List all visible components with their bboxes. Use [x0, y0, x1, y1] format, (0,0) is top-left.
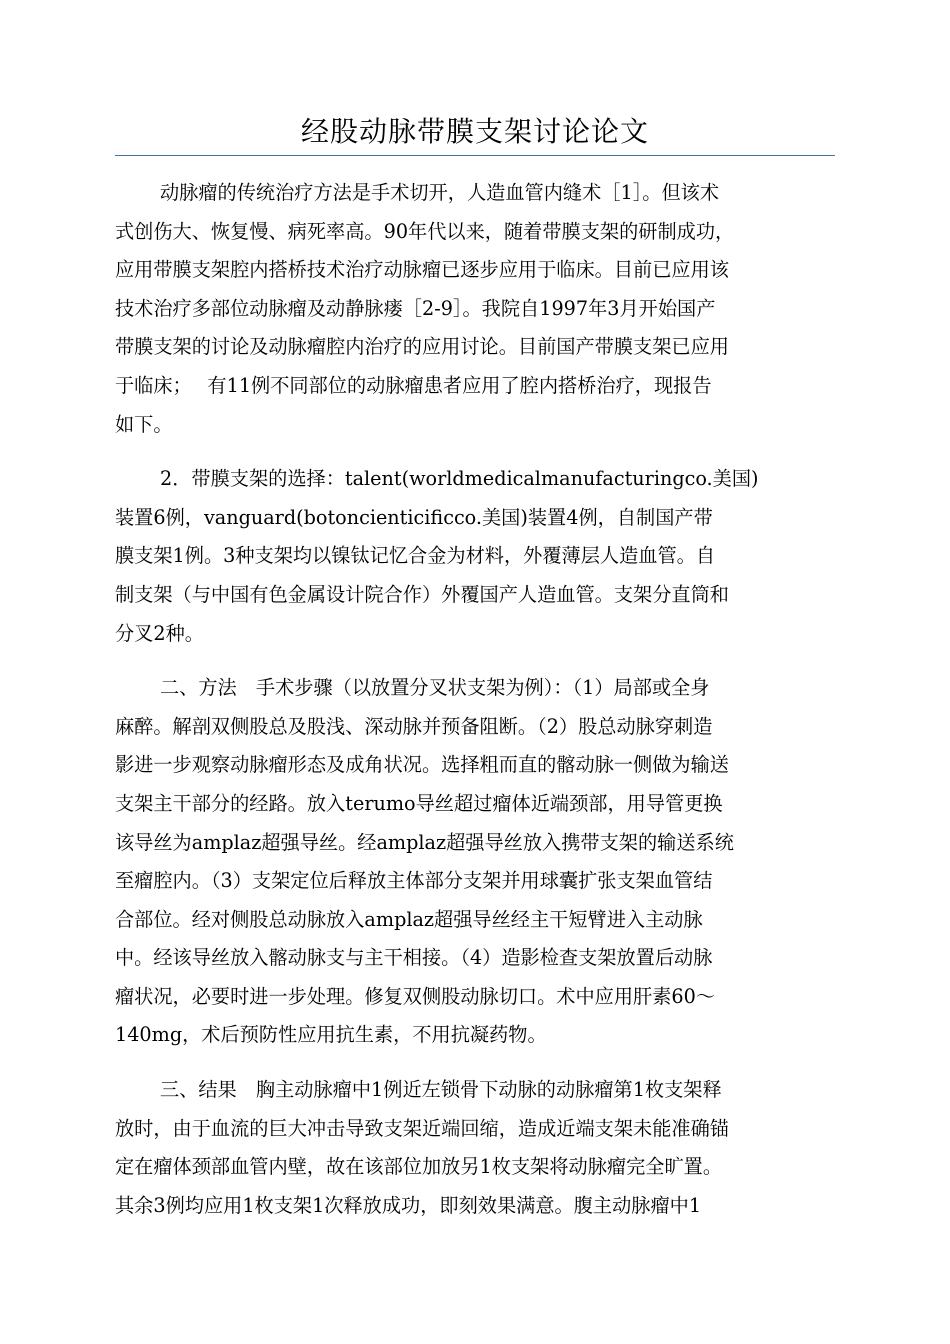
paragraph-line: 支架主干部分的经路。放入terumo导丝超过瘤体近端颈部，用导管更换 — [115, 791, 723, 815]
paragraph — [115, 669, 831, 1055]
paragraph-line: 二、方法 手术步骤（以放置分叉状支架为例）：（1）局部或全身 — [160, 676, 710, 700]
paragraph-line: 膜支架1例。3种支架均以镍钛记忆合金为材料，外覆薄层人造血管。自 — [115, 544, 716, 568]
paragraph-line: 三、结果 胸主动脉瘤中1例近左锁骨下动脉的动脉瘤第1枚支架释 — [160, 1078, 722, 1102]
paragraph-line: 于临床； 有11例不同部位的动脉瘤患者应用了腔内搭桥治疗，现报告 — [115, 373, 712, 397]
paragraph-line: 分叉2种。 — [115, 621, 204, 645]
document-title: 经股动脉带膜支架讨论论文 — [300, 115, 649, 148]
paragraph-line: 制支架（与中国有色金属设计院合作）外覆国产人造血管。支架分直筒和 — [115, 582, 729, 606]
paragraph-line: 动脉瘤的传统治疗方法是手术切开，人造血管内缝术［1］。但该术 — [160, 181, 720, 204]
document-body — [115, 174, 831, 1241]
paragraph — [115, 460, 831, 653]
paragraph-line: 瘤状况，必要时进一步处理。修复双侧股动脉切口。术中应用肝素60～ — [115, 984, 716, 1008]
paragraph-line: 应用带膜支架腔内搭桥技术治疗动脉瘤已逐步应用于临床。目前已应用该 — [115, 258, 729, 282]
paragraph-line: 合部位。经对侧股总动脉放入amplaz超强导丝经主干短臂进入主动脉 — [115, 907, 703, 931]
paragraph-list — [115, 174, 831, 1225]
paragraph-line: 麻醉。解剖双侧股总及股浅、深动脉并预备阻断。（2）股总动脉穿刺造 — [115, 714, 713, 738]
paragraph-line: 中。经该导丝放入髂动脉支与主干相接。（4）造影检查支架放置后动脉 — [115, 946, 713, 970]
paragraph-line: 其余3例均应用1枚支架1次释放成功，即刻效果满意。腹主动脉瘤中1 — [115, 1193, 702, 1217]
paragraph-line: 装置6例，vanguard(botoncienticificco.美国)装置4例，自制国产带 — [115, 505, 713, 529]
paragraph-line: 140mg，术后预防性应用抗生素，不用抗凝药物。 — [115, 1023, 547, 1047]
paragraph-line: 至瘤腔内。（3）支架定位后释放主体部分支架并用球囊扩张支架血管结 — [115, 869, 713, 893]
paragraph — [115, 1071, 831, 1225]
paragraph-line: 该导丝为amplaz超强导丝。经amplaz超强导丝放入携带支架的输送系统 — [115, 830, 734, 854]
paragraph-line: 带膜支架的讨论及动脉瘤腔内治疗的应用讨论。目前国产带膜支架已应用 — [115, 335, 729, 359]
paragraph-line: 如下。 — [115, 412, 173, 436]
paragraph-line: 2．带膜支架的选择：talent(worldmedicalmanufacturingco.美国) — [160, 467, 759, 491]
paragraph — [115, 174, 831, 444]
paragraph-line: 影进一步观察动脉瘤形态及成角状况。选择粗而直的髂动脉一侧做为输送 — [115, 753, 729, 777]
paragraph-line: 技术治疗多部位动脉瘤及动静脉瘘［2-9］。我院自1997年3月开始国产 — [115, 296, 716, 320]
paragraph-line: 定在瘤体颈部血管内壁，故在该部位加放另1枚支架将动脉瘤完全旷置。 — [115, 1155, 723, 1179]
paragraph-line: 放时，由于血流的巨大冲击导致支架近端回缩，造成近端支架未能准确锚 — [115, 1116, 729, 1140]
paragraph-line: 式创伤大、恢复慢、病死率高。90年代以来，随着带膜支架的研制成功， — [115, 219, 735, 243]
title-underline — [115, 155, 835, 156]
